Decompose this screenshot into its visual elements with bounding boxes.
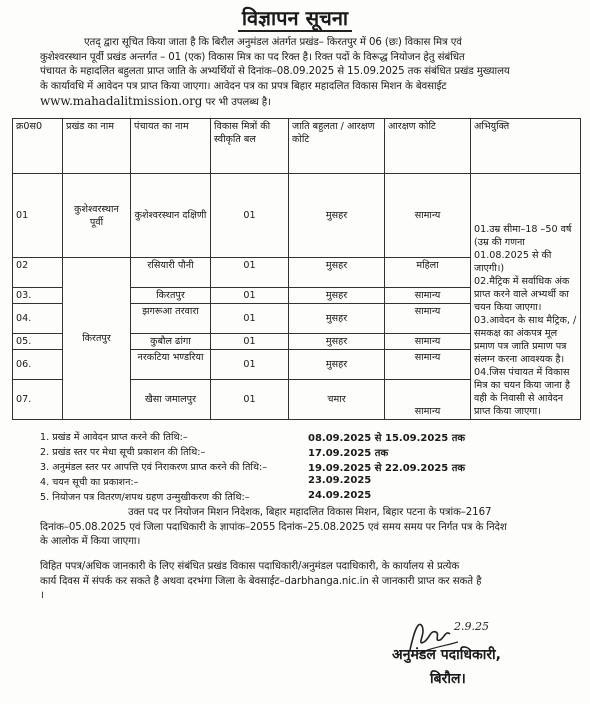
remark-item: 01.उम्र सीमा–18 –50 वर्ष (उम्र की गणना 01.08.2025 से की जाएगी।) (474, 224, 572, 274)
cell-count: 01 (211, 258, 289, 288)
info-paragraph (40, 560, 560, 604)
info-line: विहित पपत्र/अधिक जानकारी के लिए संबंधित प्रखंड विकास पदाधिकारी/अनुमंडल पदाधिकारी, के कार्यालय से प्रत्येक (40, 561, 460, 572)
schedule-date: 08.09.2025 से 15.09.2025 तक (308, 433, 466, 444)
cell-panchayat: खैसा जमालपुर (131, 380, 211, 420)
schedule-item (40, 430, 570, 445)
table-header-row (13, 119, 581, 174)
cell-panchayat: किरतपुर (131, 288, 211, 304)
col-header-count: विकास मित्रों की स्वीकृति बल (211, 119, 289, 174)
cell-count: 01 (211, 350, 289, 380)
cell-category: सामान्य (385, 380, 471, 420)
info-line: कार्य दिवस में संपर्क कर सकते है अथवा दरभंगा जिला के बेवसाईट–darbhanga.nic.in से जानकारी प्राप्त कर सकते है (40, 575, 482, 587)
cell-count: 01 (211, 380, 289, 420)
cell-category: सामान्य (385, 304, 471, 334)
schedule-label: 1. प्रखंड में आवेदन प्राप्त करने की तिथि:– (40, 432, 188, 443)
cell-caste: चमार (289, 380, 385, 420)
col-header-category: आरक्षण कोटि (385, 119, 471, 174)
cell-count: 01 (211, 174, 289, 258)
cell-serial: 07. (13, 380, 63, 420)
cell-panchayat: कुबौल ढांगा (131, 334, 211, 350)
mission-website-link[interactable]: www.mahadalitmission.org (40, 94, 203, 108)
col-header-serial: क्र0स0 (13, 119, 63, 174)
col-header-panchayat: पंचायत का नाम (131, 119, 211, 174)
intro-line: एतद् द्वारा सूचित किया जाता है कि बिरौल अनुमंडल अंतर्गत प्रखंड– किरतपुर में 06 (छः) विकास मित्र एवं (84, 37, 462, 48)
cell-panchayat: कुशेश्वरस्थान दक्षिणी (131, 174, 211, 258)
intro-paragraph (40, 36, 550, 111)
schedule-date: 24.09.2025 (308, 490, 372, 501)
schedule-date: 23.09.2025 (308, 475, 372, 486)
cell-block: किरतपुर (63, 258, 131, 420)
cell-caste: मुसहर (289, 258, 385, 288)
cell-panchayat: नरकटिया भण्डरिया (131, 350, 211, 380)
remark-item: 03.आवेदन के साथ मैट्रिक, /समकक्ष का अंकपत्र मूल प्रमाण पत्र जाति प्रमाण पत्र संलग्न करना आवश्यक है। (474, 315, 577, 365)
signatory-place: बिरौल। (430, 671, 466, 687)
col-header-caste: जाति बहुलता / आरक्षण कोटि (289, 119, 385, 174)
signatory-designation: अनुमंडल पदाधिकारी, (392, 647, 501, 663)
cell-serial: 03. (13, 288, 63, 304)
cell-panchayat: रसियारी पौनी (131, 258, 211, 288)
schedule-item (40, 490, 570, 505)
schedule-item (40, 460, 570, 475)
cell-caste: मुसहर (289, 304, 385, 334)
intro-line: कुशेश्वरस्थान पूर्वी प्रखंड अन्तर्गत – 01 (एक) विकास मित्र का पद रिक्त है। रिक्त पदों के विरूद्ध नियोजन हेतु संबंधित (40, 51, 465, 63)
schedule-date: 17.09.2025 तक (308, 448, 389, 459)
order-line: दिनांक–05.08.2025 एवं जिला पदाधिकारी के ज्ञापांक–2055 दिनांक–25.08.2025 एवं समय समय पर निर्गत पत्र के निदेश (40, 521, 507, 533)
col-header-block: प्रखंड का नाम (63, 119, 131, 174)
order-line: के आलोक में किया जाएगा। (40, 536, 141, 547)
table-row (13, 174, 581, 258)
intro-tail: पर भी उपलब्ध है। (202, 97, 271, 108)
remark-item: 02.मैट्रिक में सर्वाधिक अंक प्राप्त करने वाले अभ्यर्थी का चयन किया जाएगा। (474, 276, 570, 313)
cell-caste: मुसहर (289, 334, 385, 350)
cell-count: 01 (211, 334, 289, 350)
schedule-date: 19.09.2025 से 22.09.2025 तक (308, 463, 466, 474)
schedule-item (40, 445, 570, 460)
cell-count: 01 (211, 288, 289, 304)
cell-serial: 06. (13, 350, 63, 380)
order-line: उक्त पद पर नियोजन मिशन निदेशक, बिहार महादलित विकास मिशन, बिहार पटना के पत्रांक–2167 (128, 507, 492, 518)
notice-title: विज्ञापन सूचना (0, 4, 590, 31)
cell-count: 01 (211, 304, 289, 334)
col-header-remarks: अभियुक्ति (471, 119, 581, 174)
schedule-label: 4. चयन सूची का प्रकाशन:– (40, 477, 139, 488)
remark-item: 04.जिस पंचायत में विकास मित्र का चयन किया जाना है वही के निवासी से आवेदन प्राप्त किया जाएगा। (474, 367, 571, 417)
cell-serial: 05. (13, 334, 63, 350)
cell-block: कुशेश्वरस्थान पूर्वी (63, 174, 131, 258)
schedule-label: 3. अनुमंडल स्तर पर आपत्ति एवं निराकरण प्राप्त करने की तिथि:– (40, 462, 268, 473)
vacancy-table (12, 118, 581, 420)
cell-serial: 02 (13, 258, 63, 288)
order-paragraph (40, 506, 560, 550)
cell-caste: मुसहर (289, 350, 385, 380)
schedule-label: 2. प्रखंड स्तर पर मेधा सूची प्रकाशन की तिथि:– (40, 447, 206, 458)
cell-category: सामान्य (385, 334, 471, 350)
info-line: । (40, 590, 44, 601)
intro-line: पंचायत के महादलित बहुलता प्राप्त जाति के अभ्यर्थियों से दिनांक–08.09.2025 से 15.09.2025 तक संबंधित प्रखंड मुख्यालय (40, 66, 510, 77)
cell-panchayat: झगरूआ तरवारा (131, 304, 211, 334)
cell-category: सामान्य (385, 174, 471, 258)
schedule-list (40, 430, 570, 505)
cell-category: महिला (385, 258, 471, 288)
cell-caste: मुसहर (289, 288, 385, 304)
schedule-label: 5. नियोजन पत्र वितरण/शपथ ग्रहण उन्मुखीकरण की तिथि:– (40, 492, 250, 503)
cell-serial: 04. (13, 304, 63, 334)
cell-remarks (471, 174, 581, 420)
cell-category: सामान्य (385, 350, 471, 380)
cell-caste: मुसहर (289, 174, 385, 258)
cell-category: सामान्य (385, 288, 471, 304)
intro-line: के कार्यावधि में आवेदन पत्र प्राप्त किया जाएगा। आवेदन पत्र का प्रपत्र बिहार महादलित विकास मिशन के बेवसाईट (40, 80, 447, 92)
cell-serial: 01 (13, 174, 63, 258)
signature-date: 2.9.25 (454, 620, 489, 633)
schedule-item (40, 475, 570, 490)
